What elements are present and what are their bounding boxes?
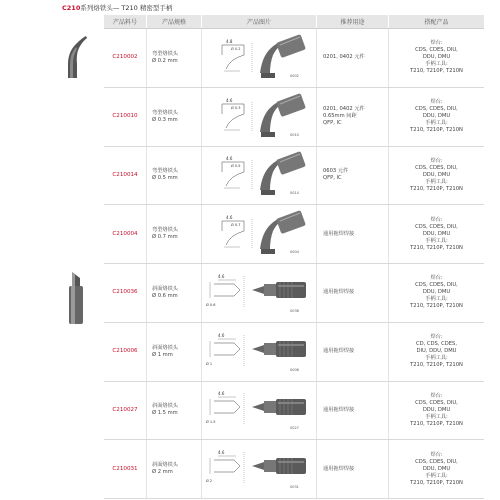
usage-line: 通用拖焊焊接 (323, 230, 355, 237)
part-number: C210036 (104, 264, 147, 322)
spec-line: Ø 0.6 mm (152, 292, 178, 299)
usage-cell (317, 264, 389, 322)
usage-line: 0.65mm 间距 (323, 113, 357, 120)
usage-cell (317, 205, 389, 263)
usage-line: QFP, IC (323, 120, 342, 127)
diameter-label: Ø 2 (206, 479, 213, 484)
products-cell (389, 323, 484, 381)
usage-cell (317, 147, 389, 205)
usage-line: 0201, 0402 元件 (323, 54, 365, 61)
product-line: 手柄工具: (425, 355, 448, 362)
product-line: 焊台: (430, 392, 443, 399)
part-number: C210014 (104, 147, 147, 205)
bent-tip-drawing (204, 92, 314, 142)
product-line: 焊台: (430, 40, 443, 47)
diameter-label: Ø 0.3 (231, 105, 241, 110)
page-title (62, 3, 172, 12)
spec-line: 斜面烙铁头 (152, 462, 178, 469)
product-line: 焊台: (430, 216, 443, 223)
product-line: DDU, DMU (422, 113, 451, 120)
dimension-label: 4.6 (218, 273, 225, 279)
spec-line: Ø 2 mm (152, 469, 173, 476)
spec-cell (147, 88, 202, 146)
series-code: C210 (62, 4, 81, 12)
col-usage: 推荐用途 (317, 15, 389, 28)
product-line: DDU, DMU (422, 54, 451, 61)
product-image (202, 264, 317, 322)
part-number: C210006 (104, 323, 147, 381)
product-line: 手柄工具: (425, 61, 448, 68)
product-line: DDU, DMU (422, 465, 451, 472)
drawing-code: 0004 (290, 250, 299, 255)
products-cell (389, 29, 484, 87)
bevel-tip-icon (62, 268, 90, 324)
dimension-label: 4.6 (226, 156, 233, 162)
part-number: C210027 (104, 382, 147, 440)
usage-cell (317, 29, 389, 87)
usage-line: 通用拖焊焊接 (323, 406, 355, 413)
spec-line: 斜面烙铁头 (152, 403, 178, 410)
part-number: C210010 (104, 88, 147, 146)
usage-cell (317, 323, 389, 381)
table-row (104, 264, 484, 323)
spec-line: 斜面烙铁头 (152, 344, 178, 351)
bevel-tip-drawing (204, 444, 314, 494)
dimension-label: 4.6 (226, 97, 233, 103)
product-line: 焊台: (430, 275, 443, 282)
product-line: T210, T210P, T210N (410, 479, 463, 486)
drawing-code: 0036 (290, 308, 299, 313)
products-cell (389, 88, 484, 146)
product-line: T210, T210P, T210N (410, 303, 463, 310)
spec-cell (147, 29, 202, 87)
product-line: 手柄工具: (425, 178, 448, 185)
usage-cell (317, 88, 389, 146)
product-line: T210, T210P, T210N (410, 244, 463, 251)
product-line: 手柄工具: (425, 413, 448, 420)
table-row (104, 440, 484, 499)
drawing-code: 0014 (290, 191, 299, 196)
drawing-code: 0010 (290, 132, 299, 137)
usage-line: 通用拖焊焊接 (323, 289, 355, 296)
spec-line: Ø 1.5 mm (152, 410, 178, 417)
product-line: 焊台: (430, 451, 443, 458)
col-spec: 产品规格 (147, 15, 202, 28)
spec-line: 弯型烙铁头 (152, 227, 178, 234)
product-image (202, 88, 317, 146)
table-body (104, 29, 484, 499)
diameter-label: Ø 0.7 (231, 223, 241, 228)
table-header (104, 15, 484, 29)
dimension-label: 4.8 (226, 38, 233, 44)
product-line: 手柄工具: (425, 237, 448, 244)
bevel-tip-drawing (204, 268, 314, 318)
product-line: 焊台: (430, 334, 443, 341)
dimension-label: 4.6 (218, 450, 225, 456)
bevel-tip-drawing (204, 327, 314, 377)
dimension-label: 4.6 (218, 391, 225, 397)
col-products: 搭配产品 (424, 19, 449, 26)
col-image: 产品图片 (202, 15, 317, 28)
usage-cell (317, 440, 389, 498)
col-part-number: 产品料号 (104, 15, 147, 28)
title-text: 系列烙铁头— T210 精密型手柄 (80, 4, 173, 12)
bent-tip-drawing (204, 150, 314, 200)
products-cell (389, 382, 484, 440)
product-line: T210, T210P, T210N (410, 68, 463, 75)
table-row (104, 147, 484, 206)
usage-line: 0603 元件 (323, 168, 349, 175)
bent-tip-drawing (204, 33, 314, 83)
product-image (202, 382, 317, 440)
product-line: CDS, CDES, DIU, (415, 106, 458, 113)
products-cell (389, 440, 484, 498)
diameter-label: Ø 0.6 (206, 302, 216, 307)
spec-line: 弯型烙铁头 (152, 109, 178, 116)
part-number: C210031 (104, 440, 147, 498)
diameter-label: Ø 0.5 (231, 164, 241, 169)
product-line: 手柄工具: (425, 296, 448, 303)
product-line: DIU, DDU, DMU (416, 348, 457, 355)
table-row (104, 29, 484, 88)
spec-cell (147, 147, 202, 205)
product-line: 手柄工具: (425, 472, 448, 479)
product-line: T210, T210P, T210N (410, 185, 463, 192)
product-line: DDU, DMU (422, 230, 451, 237)
product-image (202, 440, 317, 498)
product-line: CDS, CDES, DIU, (415, 47, 458, 54)
diameter-label: Ø 1 (206, 361, 213, 366)
product-image (202, 29, 317, 87)
spec-cell (147, 264, 202, 322)
spec-line: 弯型烙铁头 (152, 168, 178, 175)
product-line: CDS, CDES, DIU, (415, 458, 458, 465)
drawing-code: 0006 (290, 367, 299, 372)
spec-line: Ø 0.2 mm (152, 57, 178, 64)
product-line: 手柄工具: (425, 120, 448, 127)
spec-cell (147, 382, 202, 440)
product-image (202, 147, 317, 205)
part-number: C210002 (104, 29, 147, 87)
bevel-tip-drawing (204, 385, 314, 435)
dimension-label: 4.6 (226, 215, 233, 221)
product-line: CDS, CDES, DIU, (415, 399, 458, 406)
product-line: T210, T210P, T210N (410, 362, 463, 369)
product-line: T210, T210P, T210N (410, 127, 463, 134)
diameter-label: Ø 1.5 (206, 420, 216, 425)
product-table (104, 15, 484, 499)
bent-tip-drawing (204, 209, 314, 259)
table-row (104, 205, 484, 264)
product-line: CDS, CDES, DIU, (415, 282, 458, 289)
diameter-label: Ø 0.2 (231, 46, 241, 51)
drawing-code: 0027 (290, 426, 299, 431)
drawing-code: 0002 (290, 73, 299, 78)
product-line: 焊台: (430, 99, 443, 106)
spec-cell (147, 323, 202, 381)
spec-line: Ø 0.5 mm (152, 175, 178, 182)
product-image (202, 205, 317, 263)
spec-line: Ø 0.3 mm (152, 116, 178, 123)
usage-line: QFP, IC (323, 175, 342, 182)
spec-cell (147, 205, 202, 263)
product-image (202, 323, 317, 381)
product-line: T210, T210P, T210N (410, 420, 463, 427)
product-line: DDU, DMU (422, 289, 451, 296)
product-line: CDS, CDES, DIU, (415, 223, 458, 230)
product-line: CD, CDS, CDES, (416, 341, 457, 348)
spec-line: Ø 0.7 mm (152, 234, 178, 241)
products-cell (389, 264, 484, 322)
bent-tip-icon (62, 34, 90, 78)
product-line: DDU, DMU (422, 171, 451, 178)
dimension-label: 4.6 (218, 332, 225, 338)
product-line: DDU, DMU (422, 406, 451, 413)
usage-line: 0201, 0402 元件 (323, 106, 365, 113)
product-line: CDS, CDES, DIU, (415, 164, 458, 171)
table-row (104, 382, 484, 441)
product-line: 焊台: (430, 157, 443, 164)
spec-line: Ø 1 mm (152, 351, 173, 358)
usage-line: 通用拖焊焊接 (323, 348, 355, 355)
part-number: C210004 (104, 205, 147, 263)
usage-cell (317, 382, 389, 440)
usage-line: 通用拖焊焊接 (323, 465, 355, 472)
table-row (104, 88, 484, 147)
products-cell (389, 147, 484, 205)
spec-line: 弯型烙铁头 (152, 50, 178, 57)
products-cell (389, 205, 484, 263)
drawing-code: 0031 (290, 485, 299, 490)
spec-cell (147, 440, 202, 498)
table-row (104, 323, 484, 382)
spec-line: 斜面烙铁头 (152, 285, 178, 292)
